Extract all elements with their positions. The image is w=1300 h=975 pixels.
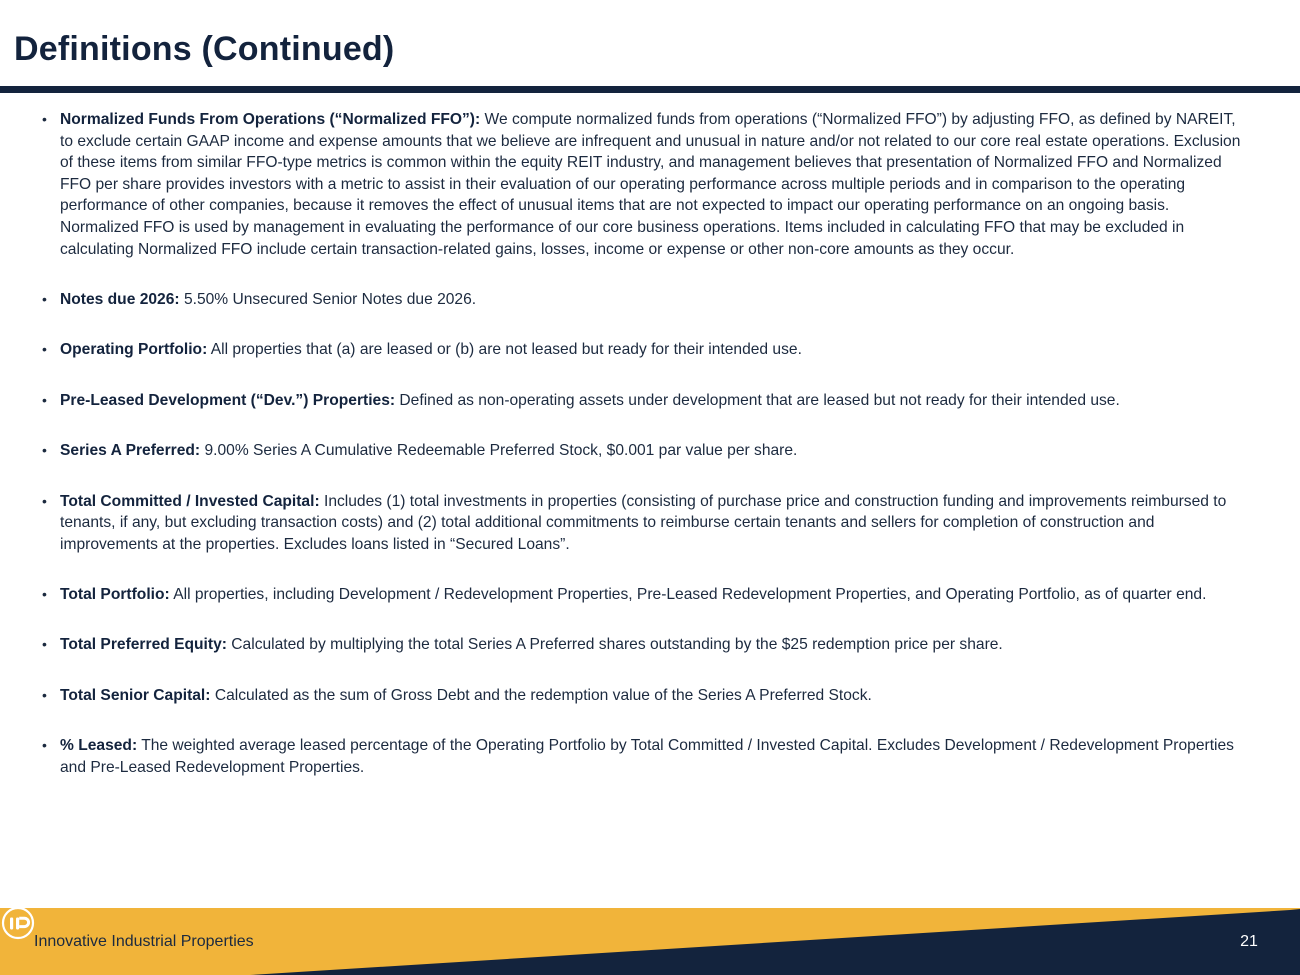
definition-total-portfolio bbox=[42, 584, 1252, 606]
definition-term: Series A Preferred: bbox=[60, 442, 201, 460]
definition-term: Normalized Funds From Operations (“Normalized FFO”): bbox=[60, 111, 481, 128]
bullet-marker: • bbox=[42, 737, 47, 754]
page-number: 21 bbox=[1240, 933, 1258, 950]
definition-text: Includes (1) total investments in properties (consisting of purchase price and construction funding and improvements reimbursed to tenants, if any, but excluding transaction costs) and (2) total additional commitments to reimburse certain tenants and sellers for completion of construction and improvements at the properties. Excludes loans listed in “Secured Loans”. bbox=[60, 492, 1227, 553]
bullet-marker: • bbox=[42, 686, 47, 703]
bullet-marker: • bbox=[42, 586, 47, 603]
definition-term: Total Preferred Equity: bbox=[60, 636, 227, 654]
definition-total-preferred-equity bbox=[42, 634, 1252, 656]
title-divider bbox=[0, 86, 1300, 93]
definition-series-a-preferred bbox=[42, 440, 1252, 462]
definition-total-committed-capital bbox=[42, 491, 1252, 556]
definition-text: 5.50% Unsecured Senior Notes due 2026. bbox=[183, 290, 477, 308]
bullet-marker: • bbox=[42, 636, 47, 653]
definition-term: Operating Portfolio: bbox=[60, 341, 208, 359]
bullet-marker: • bbox=[42, 341, 47, 358]
definition-term: Total Committed / Invested Capital: bbox=[60, 492, 320, 510]
definition-term: Total Senior Capital: bbox=[60, 686, 211, 704]
definition-text: All properties, including Development / Redevelopment Properties, Pre-Leased Redevelopment Properties, and Operating Portfolio, as of quarter end. bbox=[173, 586, 1207, 604]
definition-text: We compute normalized funds from operations (“Normalized FFO”) by adjusting FFO, as defined by NAREIT, to exclude certain GAAP income and expense amounts that we believe are infrequent and unusual in nature and/or not related to our core real estate operations. Exclusion of these items from similar FFO-type metrics is common within the equity REIT industry, and management believes that presentation of Normalized FFO and Normalized FFO per share provides investors with a metric to assist in their evaluation of our operating performance across multiple periods and in comparison to the operating performance of other companies, because it removes the effect of unusual items that are not expected to impact our operating performance on an ongoing basis. Normalized FFO is used by management in evaluating the performance of our core business operations. Items included in calculating FFO that may be excluded in calculating Normalized FFO include certain transaction-related gains, losses, income or expense or other non-core amounts as they occur. bbox=[60, 111, 1241, 258]
iip-logo-icon bbox=[0, 905, 36, 941]
page-title: Definitions (Continued) bbox=[14, 30, 395, 68]
bullet-marker: • bbox=[42, 442, 47, 459]
definition-text: All properties that (a) are leased or (b) are not leased but ready for their intended use. bbox=[210, 341, 802, 359]
footer-band bbox=[0, 905, 1300, 975]
bullet-marker: • bbox=[42, 391, 47, 408]
definition-text: The weighted average leased percentage of the Operating Portfolio by Total Committed / Invested Capital. Excludes Development / Redevelopment Properties and Pre-Leased Redevelopment Properties. bbox=[60, 737, 1234, 776]
definition-text: Defined as non-operating assets under development that are leased but not ready for their intended use. bbox=[399, 391, 1120, 409]
definition-term: Pre-Leased Development (“Dev.”) Properties: bbox=[60, 391, 396, 409]
bullet-marker: • bbox=[42, 290, 47, 307]
footer-company-name: Innovative Industrial Properties bbox=[34, 933, 254, 950]
definition-operating-portfolio bbox=[42, 339, 1252, 361]
bullet-marker: • bbox=[42, 492, 47, 509]
bullet-marker: • bbox=[42, 111, 47, 127]
definitions-list bbox=[42, 109, 1252, 778]
definition-text: 9.00% Series A Cumulative Redeemable Preferred Stock, $0.001 par value per share. bbox=[204, 442, 798, 460]
definition-pre-leased-development bbox=[42, 390, 1252, 412]
definition-term: Notes due 2026: bbox=[60, 290, 180, 308]
definition-notes-due-2026 bbox=[42, 289, 1252, 311]
definition-normalized-ffo bbox=[42, 109, 1252, 260]
definition-text: Calculated as the sum of Gross Debt and the redemption value of the Series A Preferred Stock. bbox=[214, 686, 872, 704]
definition-term: Total Portfolio: bbox=[60, 586, 170, 604]
definition-total-senior-capital bbox=[42, 685, 1252, 707]
definition-term: % Leased: bbox=[60, 737, 138, 755]
definition-text: Calculated by multiplying the total Series A Preferred shares outstanding by the $25 redemption price per share. bbox=[231, 636, 1003, 654]
definition-percent-leased bbox=[42, 735, 1252, 778]
